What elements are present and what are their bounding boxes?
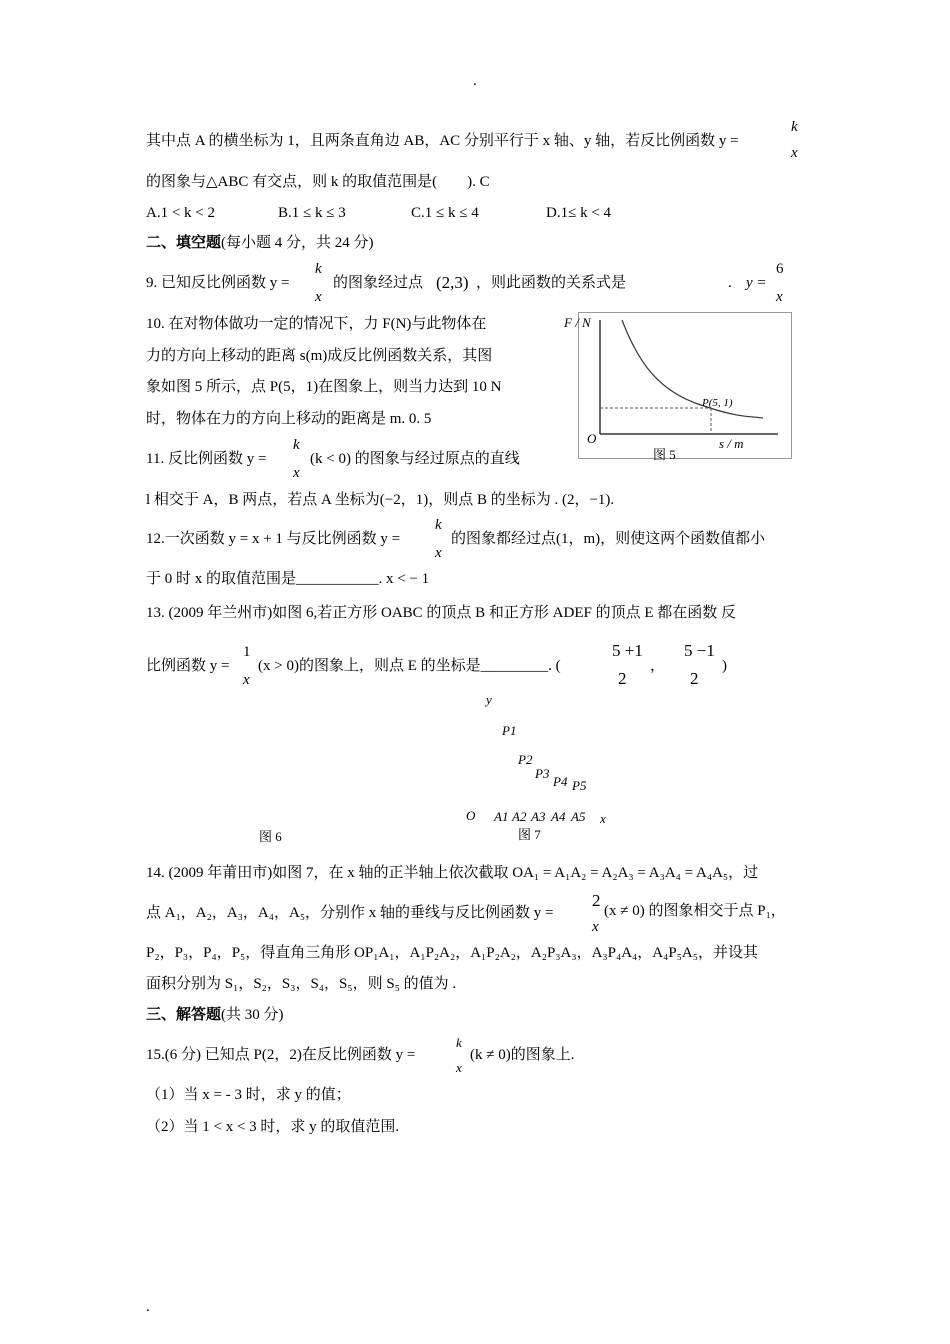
q13-ans2-den: 2 bbox=[690, 669, 699, 688]
q10-line3: 象如图 5 所示，点 P(5，1)在图象上，则当力达到 10 N bbox=[146, 379, 502, 395]
q10-line1: 10. 在对物体做功一定的情况下，力 F(N)与此物体在 bbox=[146, 316, 487, 332]
q9-answer-num: 6 bbox=[776, 261, 784, 277]
q9-text-b: 的图象经过点 bbox=[333, 275, 424, 291]
section2-heading bbox=[146, 236, 374, 251]
fig5-x-label: s / m bbox=[719, 436, 744, 451]
fig5-caption: 图 5 bbox=[653, 447, 676, 462]
q8-option-a: A.1 < k < 2 bbox=[146, 205, 216, 221]
q8-option-b: B.1 ≤ k ≤ 3 bbox=[278, 205, 346, 221]
q14-line3: P₂，P₃，P₄，P₅，得直角三角形 OP₁A₁，A₁P₂A₂，A₁P₂A₂，A₂P₃A₃，A₃P₄A₄，A₄P₅A₅，并设其 bbox=[146, 945, 758, 961]
q14-frac-num: 2 bbox=[592, 891, 601, 910]
q14-frac-den: x bbox=[592, 919, 599, 935]
fig7-a4: A4 bbox=[551, 809, 566, 824]
q12-text-b: 的图象都经过点(1，m)，则使这两个函数值都小 bbox=[451, 531, 766, 547]
fig7-p4: P4 bbox=[553, 774, 568, 789]
q8-option-d: D.1≤ k < 4 bbox=[546, 205, 612, 221]
section3-note: (共 30 分) bbox=[221, 1007, 284, 1023]
fig7-a3: A3 bbox=[531, 809, 546, 824]
q11-text-b: (k < 0) 的图象与经过原点的直线 bbox=[310, 451, 520, 467]
q15-sub1: （1）当 x = - 3 时，求 y 的值； bbox=[146, 1087, 351, 1103]
q12-frac-num: k bbox=[435, 517, 442, 533]
q14-text-b: (x ≠ 0) 的图象相交于点 P₁， bbox=[604, 903, 786, 919]
q11-line2: l 相交于 A，B 两点，若点 A 坐标为(−2，1)，则点 B 的坐标为 . (2，−1). bbox=[146, 492, 615, 508]
q13-ans1-den: 2 bbox=[618, 669, 627, 688]
q15-sub2: （2）当 1 < x < 3 时，求 y 的取值范围. bbox=[146, 1119, 400, 1135]
fig5-point-label: P(5, 1) bbox=[702, 397, 733, 409]
q10-line4: 时，物体在力的方向上移动的距离是 m. 0. 5 bbox=[146, 411, 432, 427]
q13-comma: ， bbox=[650, 658, 666, 674]
fig7-caption: 图 7 bbox=[518, 827, 541, 842]
q14-line1: 14. (2009 年莆田市)如图 7，在 x 轴的正半轴上依次截取 OA₁ = A₁A₂ = A₂A₃ = A₃A₄ = A₄A₅，过 bbox=[146, 865, 759, 881]
q13-text-a: 比例函数 y = bbox=[146, 658, 230, 674]
q13-close: ) bbox=[722, 658, 727, 674]
q13-ans1-num: 5 +1 bbox=[612, 641, 643, 660]
q8-option-c: C.1 ≤ k ≤ 4 bbox=[411, 205, 479, 221]
q13-text-b: (x > 0)的图象上，则点 E 的坐标是_________. ( bbox=[258, 658, 561, 674]
q8-frac-den: x bbox=[791, 145, 798, 161]
q9-point: (2,3) bbox=[436, 273, 469, 292]
q13-frac-den: x bbox=[243, 672, 250, 688]
q12-line2: 于 0 时 x 的取值范围是___________. x < − 1 bbox=[146, 571, 430, 587]
fig7-a1: A1 bbox=[494, 809, 509, 824]
q15-text-a: 15.(6 分) 已知点 P(2，2)在反比例函数 y = bbox=[146, 1047, 416, 1063]
q9-text-a: 9. 已知反比例函数 y = bbox=[146, 275, 290, 291]
q8-line1: 其中点 A 的横坐标为 1，且两条直角边 AB，AC 分别平行于 x 轴、y 轴，若反比例函数 y = bbox=[146, 133, 739, 149]
q15-frac-den: x bbox=[456, 1060, 462, 1075]
q14-line4: 面积分别为 S₁，S₂，S₃，S₄，S₅，则 S₅ 的值为 . bbox=[146, 976, 457, 992]
q11-frac-den: x bbox=[293, 465, 300, 481]
q15-text-b: (k ≠ 0)的图象上. bbox=[470, 1047, 575, 1063]
q9-frac-num: k bbox=[315, 261, 322, 277]
q12-frac-den: x bbox=[435, 545, 442, 561]
section2-note: (每小题 4 分，共 24 分) bbox=[221, 235, 374, 251]
q15-frac-num: k bbox=[456, 1035, 462, 1050]
section2-title: 二、填空题 bbox=[146, 235, 222, 251]
q9-dot: . bbox=[728, 275, 732, 291]
header-dot: . bbox=[473, 73, 477, 89]
fig7-p5: P5 bbox=[572, 778, 587, 793]
fig5-y-label: F / N bbox=[564, 315, 591, 330]
q14-text-a: 点 A₁，A₂，A₃，A₄，A₅，分别作 x 轴的垂线与反比例函数 y = bbox=[146, 905, 554, 921]
q9-text-c: ，则此函数的关系式是 bbox=[476, 275, 627, 291]
fig7-x-label: x bbox=[600, 811, 606, 826]
q11-text-a: 11. 反比例函数 y = bbox=[146, 451, 267, 467]
fig5-curve bbox=[622, 320, 763, 418]
q9-answer-lhs: y = bbox=[746, 275, 767, 291]
q11-frac-num: k bbox=[293, 437, 300, 453]
q13-frac-num: 1 bbox=[243, 644, 251, 660]
fig6-caption: 图 6 bbox=[259, 829, 282, 844]
fig7-p2: P2 bbox=[518, 752, 533, 767]
q9-frac-den: x bbox=[315, 289, 322, 305]
figure-5-graph bbox=[578, 312, 792, 460]
q13-line1: 13. (2009 年兰州市)如图 6,若正方形 OABC 的顶点 B 和正方形 ADEF 的顶点 E 都在函数 反 bbox=[146, 605, 737, 621]
q10-line2: 力的方向上移动的距离 s(m)成反比例函数关系，其图 bbox=[146, 348, 493, 364]
fig7-p3: P3 bbox=[535, 766, 550, 781]
q8-frac-num: k bbox=[791, 119, 798, 135]
q9-answer-den: x bbox=[776, 289, 783, 305]
fig7-y-label: y bbox=[486, 692, 492, 707]
section3-heading bbox=[146, 1008, 284, 1023]
fig7-p1: P1 bbox=[502, 723, 517, 738]
fig7-a2: A2 bbox=[512, 809, 527, 824]
q13-ans2-num: 5 −1 bbox=[684, 641, 715, 660]
q12-text-a: 12.一次函数 y = x + 1 与反比例函数 y = bbox=[146, 531, 401, 547]
fig7-a5: A5 bbox=[571, 809, 586, 824]
q8-line2: 的图象与△ABC 有交点，则 k 的取值范围是( ). C bbox=[146, 174, 490, 190]
fig5-origin: O bbox=[587, 431, 597, 446]
fig7-origin: O bbox=[466, 808, 476, 823]
section3-title: 三、解答题 bbox=[146, 1007, 222, 1023]
footer-dot: . bbox=[146, 1299, 150, 1315]
